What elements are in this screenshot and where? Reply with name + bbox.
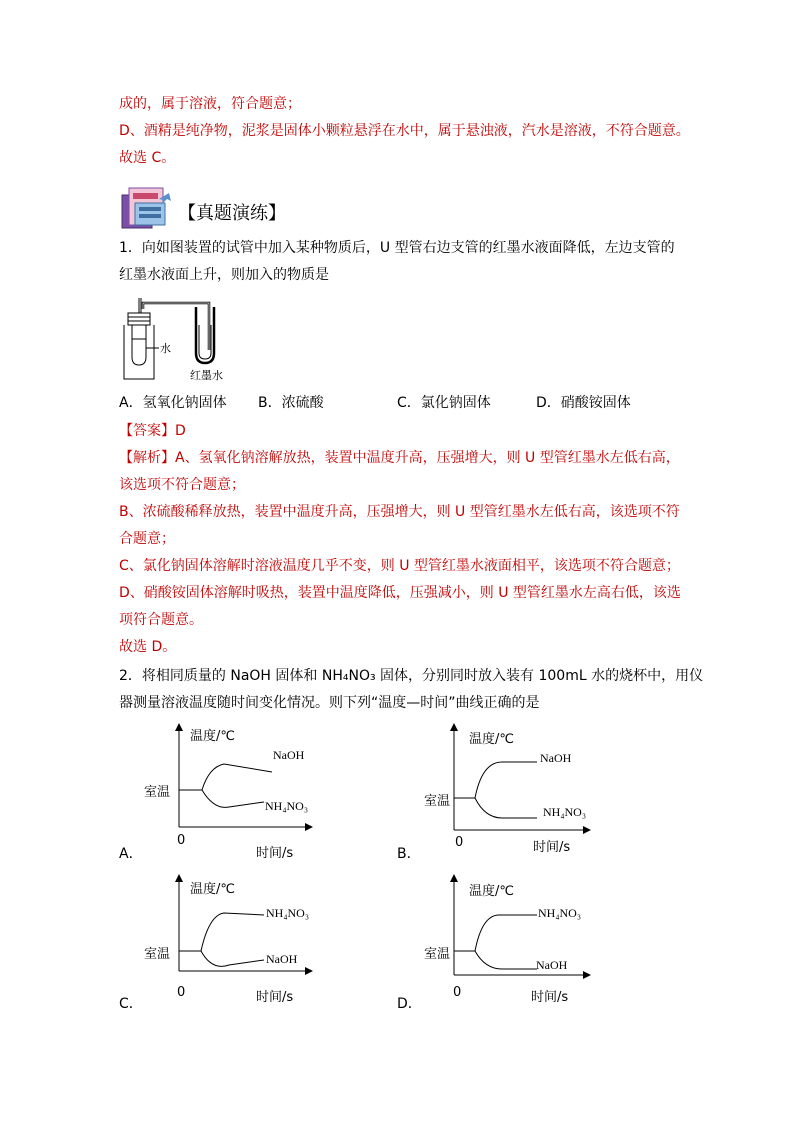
q1-analysis-line: B、浓硫酸稀释放热，装置中温度升高，压强增大，则 U 型管红墨水左低右高，该选项不符: [119, 504, 680, 520]
q2-a-xlabel: 时间/s: [256, 846, 294, 861]
prev-conclusion: 故选 C。: [119, 150, 176, 166]
q1-analysis-line: D、硝酸铵固体溶解时吸热，装置中温度降低，压强减小，则 U 型管红墨水左高右低，该选: [119, 585, 681, 601]
q2-b-xlabel: 时间/s: [533, 840, 571, 855]
q2-c-xlabel: 时间/s: [256, 990, 294, 1005]
q2-c-upper-series: NH₄NO₃: [266, 906, 310, 920]
q1-answer: 【答案】D: [119, 423, 186, 439]
q1-conclusion: 故选 D。: [119, 639, 177, 655]
q2-stem-line2: 器测量溶液温度随时间变化情况。则下列“温度—时间”曲线正确的是: [119, 695, 540, 711]
q2-a-upper-series: NaOH: [273, 748, 305, 762]
q2-b-upper-series: NaOH: [540, 751, 572, 765]
q2-b-ylabel: 温度/℃: [469, 732, 514, 747]
prev-analysis-line-d: D、酒精是纯净物，泥浆是固体小颗粒悬浮在水中，属于悬浊液，汽水是溶液，不符合题意。: [119, 123, 690, 139]
q2-option-b: B．: [397, 846, 421, 862]
q2-c-room: 室温: [144, 947, 171, 962]
q1-option-d: D．硝酸铵固体: [536, 395, 631, 411]
q2-d-origin: 0: [453, 985, 462, 1000]
q2-c-ylabel: 温度/℃: [190, 882, 235, 897]
q2-d-ylabel: 温度/℃: [469, 884, 514, 899]
q2-d-lower-series: NaOH: [536, 958, 568, 972]
section-title: 【真题演练】: [178, 203, 286, 224]
q2-a-origin: 0: [177, 833, 186, 848]
q1-analysis-line: 该选项不符合题意；: [119, 477, 245, 493]
q2-a-room: 室温: [144, 785, 171, 800]
section-icon: [119, 185, 179, 231]
q2-d-xlabel: 时间/s: [531, 990, 569, 1005]
q2-b-lower-series: NH₄NO₃: [543, 805, 587, 819]
q2-b-origin: 0: [455, 835, 464, 850]
q1-stem-line1: 1．向如图装置的试管中加入某种物质后，U 型管右边支管的红墨水液面降低，左边支管的: [119, 240, 675, 256]
q1-analysis-line: 合题意；: [119, 531, 175, 547]
q2-b-room: 室温: [424, 794, 451, 809]
q1-analysis-line: C、氯化钠固体溶解时溶液温度几乎不变，则 U 型管红墨水液面相平，该选项不符合题意；: [119, 558, 680, 574]
q1-analysis-line: 【解析】A、氢氧化钠溶解放热，装置中温度升高，压强增大，则 U 型管红墨水左低右高，: [119, 450, 680, 466]
q2-c-lower-series: NaOH: [266, 952, 298, 966]
q2-a-lower-series: NH₄NO₃: [265, 799, 309, 813]
q1-option-a: A．氢氧化钠固体: [119, 395, 227, 411]
q2-option-d: D．: [397, 996, 422, 1012]
q2-option-a: A．: [119, 846, 143, 862]
q1-analysis-line: 项符合题意。: [119, 612, 203, 628]
q1-fig-ink-label: 红墨水: [190, 369, 223, 382]
q2-d-upper-series: NH₄NO₃: [538, 906, 582, 920]
q1-option-c: C．氯化钠固体: [397, 395, 491, 411]
q1-fig-water-label: 水: [160, 342, 171, 355]
q1-stem-line2: 红墨水液面上升，则加入的物质是: [119, 267, 329, 283]
q2-stem-line1: 2．将相同质量的 NaOH 固体和 NH₄NO₃ 固体，分别同时放入装有 100mL 水的烧杯中，用仪: [119, 668, 704, 684]
q1-option-b: B．浓硫酸: [258, 395, 324, 411]
prev-analysis-line: 成的，属于溶液，符合题意；: [119, 96, 301, 112]
q2-c-origin: 0: [177, 985, 186, 1000]
q2-d-room: 室温: [424, 947, 451, 962]
q2-option-c: C．: [119, 996, 143, 1012]
q2-a-ylabel: 温度/℃: [190, 729, 235, 744]
